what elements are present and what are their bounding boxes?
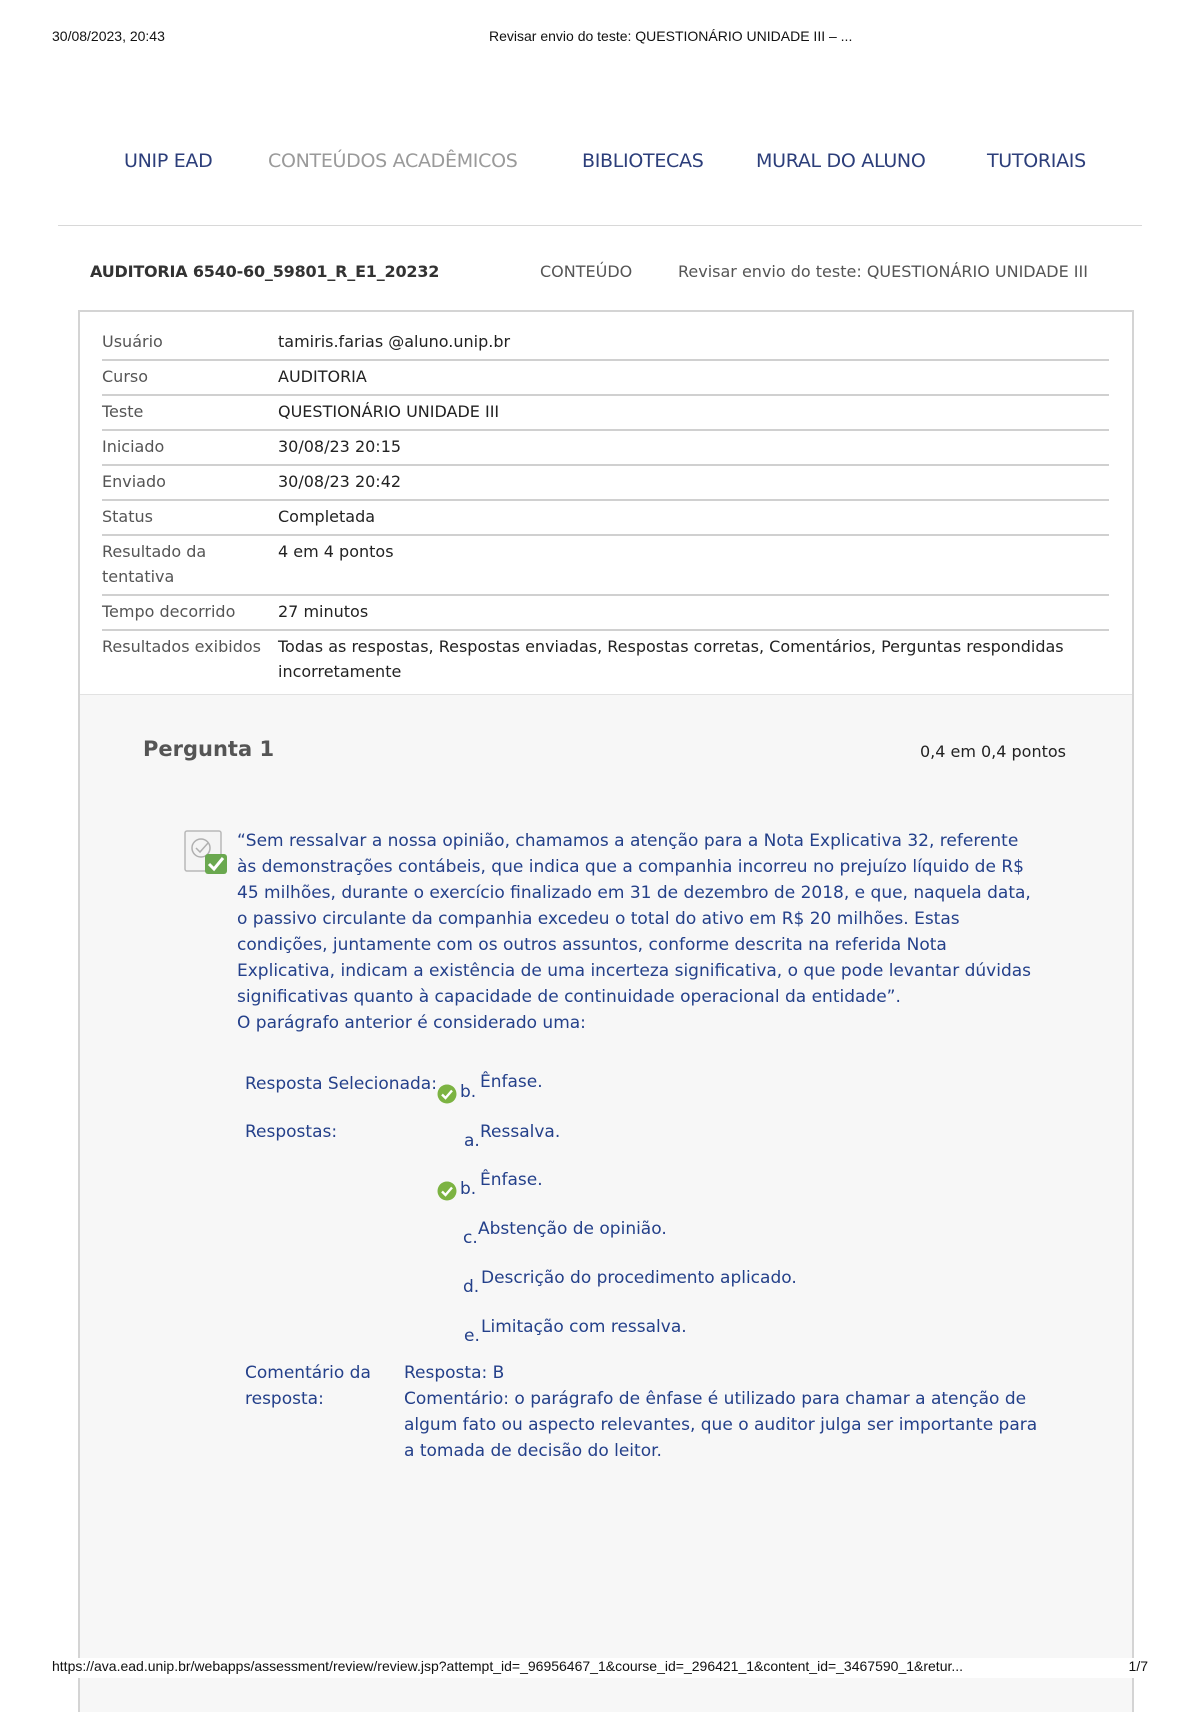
nav-bibliotecas[interactable]: BIBLIOTECAS [582,150,704,172]
summary-row-course [102,361,1109,396]
question-points: 0,4 em 0,4 pontos [919,742,1066,761]
print-page-number: 1/7 [1128,1658,1148,1674]
summary-label: Iniciado [102,437,165,456]
comment-body: Comentário: o parágrafo de ênfase é utilizado para chamar a atenção de algum fato ou aspecto relevantes, que o auditor julga ser importante para a tomada de decisão do leitor. [404,1389,1038,1461]
comment-answer: Resposta: B [404,1363,505,1383]
print-header [52,28,1148,48]
summary-label: Teste [102,402,144,421]
breadcrumb-course[interactable]: AUDITORIA 6540-60_59801_R_E1_20232 [90,262,440,281]
summary-row-status [102,501,1109,536]
option-text: Abstenção de opinião. [478,1219,667,1239]
print-footer [52,1658,1148,1678]
top-navigation [58,150,1142,180]
summary-row-time [102,596,1109,631]
summary-row-shown [102,631,1109,689]
summary-value: 27 minutos [278,602,369,621]
option-letter: a. [464,1131,480,1151]
summary-value: Todas as respostas, Respostas enviadas, Respostas corretas, Comentários, Perguntas respondidas incorretamente [278,637,1064,681]
answers-label: Respostas: [245,1122,338,1142]
question-title: Pergunta 1 [143,737,275,761]
summary-label: Status [102,507,153,526]
summary-row-sent [102,466,1109,501]
option-text: Ressalva. [480,1122,561,1142]
selected-answer-label: Resposta Selecionada: [245,1074,437,1094]
correct-answer-icon [183,828,231,876]
nav-mural-do-aluno[interactable]: MURAL DO ALUNO [756,150,926,172]
summary-label: Resultado da tentativa [102,542,207,586]
attempt-summary [102,326,1109,689]
nav-divider [58,225,1142,226]
summary-label: Enviado [102,472,166,491]
summary-row-user [102,326,1109,361]
question-statement: “Sem ressalvar a nossa opinião, chamamos a atenção para a Nota Explicativa 32, referente às demonstrações contábeis, que indica que a companhia incorreu no prejuízo líquido de R$ 45 milhões, durante o exercício finalizado em 31 de dezembro de 2018, e que, naquela data, o passivo circulante da companhia excedeu o total do ativo em R$ 20 milhões. Estas condições, juntamente com os outros assuntos, conforme descrita na referida Nota Explicativa, indicam a existência de uma incerteza significativa, o que pode levantar dúvidas significativas quanto à capacidade de continuidade operacional da entidade”. [237,831,1032,1007]
summary-label: Resultados exibidos [102,637,261,656]
summary-row-started [102,431,1109,466]
print-datetime: 30/08/2023, 20:43 [52,28,165,44]
nav-tutoriais[interactable]: TUTORIAIS [987,150,1086,172]
breadcrumb-section[interactable]: CONTEÚDO [540,262,633,281]
summary-value: 30/08/23 20:42 [278,472,402,491]
review-panel [78,310,1134,1712]
option-text: Descrição do procedimento aplicado. [481,1268,797,1288]
summary-value: 4 em 4 pontos [278,542,394,561]
breadcrumb [90,262,1120,286]
summary-value: 30/08/23 20:15 [278,437,402,456]
summary-value: QUESTIONÁRIO UNIDADE III [278,402,500,421]
option-letter: c. [463,1228,478,1248]
summary-value: AUDITORIA [278,367,367,386]
nav-unip-ead[interactable]: UNIP EAD [124,150,213,172]
breadcrumb-current: Revisar envio do teste: QUESTIONÁRIO UNIDADE III [678,262,1088,281]
summary-value: tamiris.farias @aluno.unip.br [278,332,511,351]
print-url: https://ava.ead.unip.br/webapps/assessment/review/review.jsp?attempt_id=_96956467_1&course_id=_296421_1&content_id=_3467590_1&retur... [52,1658,964,1674]
option-letter: e. [464,1326,480,1346]
option-letter: d. [463,1277,480,1297]
summary-row-test [102,396,1109,431]
summary-label: Tempo decorrido [102,602,236,621]
option-text: Limitação com ressalva. [481,1317,687,1337]
option-text: Ênfase. [480,1170,543,1190]
summary-value: Completada [278,507,376,526]
summary-label: Usuário [102,332,163,351]
summary-row-result [102,536,1109,596]
print-page-title: Revisar envio do teste: QUESTIONÁRIO UNIDADE III – ... [489,28,853,44]
selected-answer-text: Ênfase. [480,1072,543,1092]
correct-check-icon [437,1084,457,1104]
correct-check-icon [437,1181,457,1201]
question-text [237,828,1037,1036]
question-1 [80,694,1132,1712]
option-letter: b. [460,1179,477,1199]
nav-conteudos-academicos[interactable]: CONTEÚDOS ACADÊMICOS [268,150,518,172]
comment-label: Comentário da resposta: [245,1363,371,1409]
summary-label: Curso [102,367,149,386]
question-prompt: O parágrafo anterior é considerado uma: [237,1013,586,1033]
selected-answer-letter: b. [460,1082,477,1102]
answer-comment [404,1360,1044,1464]
